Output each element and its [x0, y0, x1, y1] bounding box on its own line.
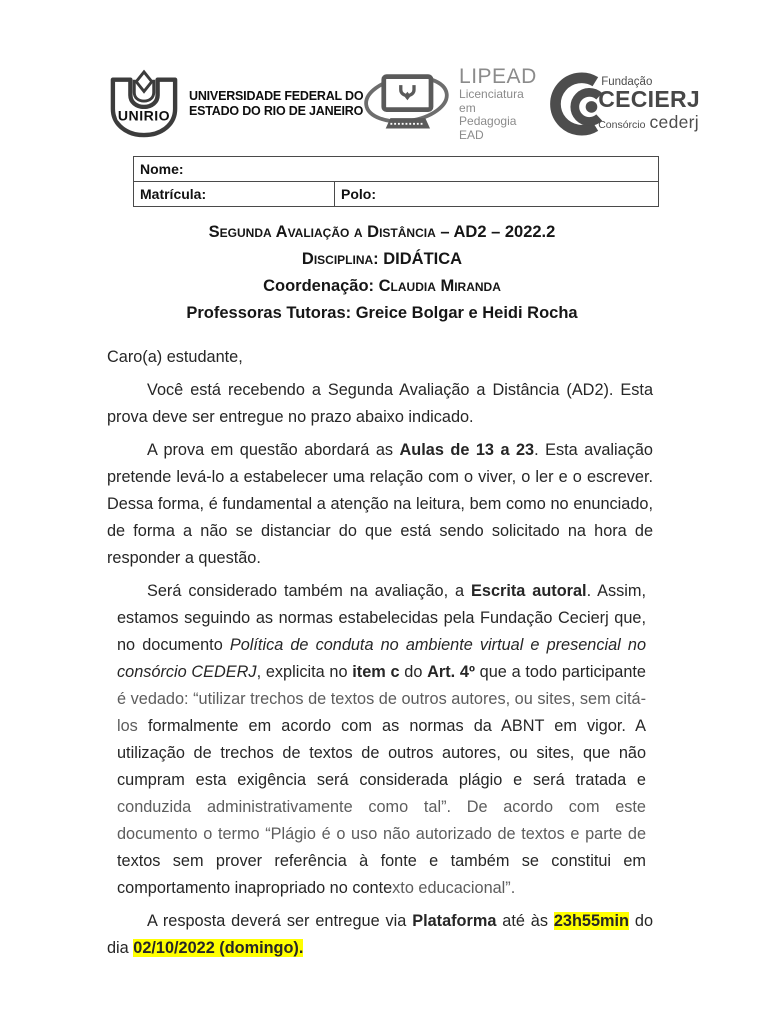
- cecierj-name: CECIERJ: [598, 85, 700, 112]
- matricula-cell: [134, 182, 335, 207]
- text-run: do: [399, 663, 428, 681]
- nome-cell: [134, 157, 659, 182]
- lipead-subtitle-line1: Licenciatura em: [459, 87, 524, 115]
- student-id-table: [133, 156, 659, 207]
- salutation: [107, 344, 653, 371]
- text-run: Professoras Tutoras: Greice Bolgar e Heidi Rocha: [186, 304, 578, 322]
- text-run: textos sem prover referência à fonte e também se constitui em comportamento inapropriado no conte: [117, 852, 646, 897]
- title-exam: [106, 219, 658, 246]
- unirio-acronym: UNIRIO: [117, 107, 171, 124]
- lipead-logo: [363, 66, 543, 142]
- text-run: Política de conduta no ambiente virtual e presencial no consórcio CEDERJ: [117, 636, 646, 681]
- matricula-label: Matrícula:: [140, 185, 207, 202]
- lipead-monitor-icon: [363, 69, 454, 139]
- title-coordination: [106, 273, 658, 300]
- cecierj-fundacao: Fundação: [601, 75, 653, 88]
- lipead-name: LIPEAD: [459, 65, 537, 88]
- text-run: que a todo participante: [474, 663, 646, 681]
- text-run: formalmente em acordo com as normas da ABNT em vigor. A utilização de trechos de textos de outros autores, ou sites, que não cumpram esta exigência será considerada plágio e será tratada e: [117, 717, 646, 789]
- cecierj-logo: [543, 71, 700, 137]
- text-run: Coordenação:: [263, 277, 379, 295]
- text-run: , explicita no: [256, 663, 353, 681]
- text-run: Plataforma: [412, 912, 497, 930]
- polo-label: Polo:: [341, 185, 376, 202]
- text-run: Claudia Miranda: [378, 277, 501, 295]
- text-run: é vedado: “utilizar trechos de textos de outros autores, ou sites, sem citá-los: [117, 690, 646, 735]
- paragraph-intro: [107, 377, 653, 431]
- text-run: Será considerado também na avaliação, a: [147, 582, 472, 600]
- unirio-name-line2: ESTADO DO RIO DE JANEIRO: [189, 104, 364, 118]
- text-run: xto educacional”.: [392, 879, 516, 897]
- paragraph-deadline: [107, 908, 653, 962]
- lipead-subtitle-line2: Pedagogia EAD: [459, 114, 517, 142]
- cecierj-cederj-brand: cederj: [649, 111, 699, 132]
- text-run: até às: [496, 912, 554, 930]
- cecierj-name-block: [598, 76, 700, 133]
- paragraph-plagiarism: [117, 578, 646, 902]
- nome-label: Nome:: [140, 160, 184, 177]
- text-run: Aulas de 13 a 23: [399, 441, 535, 459]
- unirio-emblem-icon: [106, 69, 182, 139]
- unirio-logo: [106, 69, 363, 139]
- text-run: . Esta avaliação pretende levá-lo a estabelecer uma relação com o viver, o ler e o escrever. Dessa forma, é fundamental a atenção na leitura, bem como no enunciado, de forma a não se distanciar do que está sendo solicitado na hora de responder a questão.: [107, 441, 653, 567]
- text-run: do dia: [107, 912, 653, 957]
- polo-cell: [335, 182, 659, 207]
- cecierj-consorcio-row: [598, 112, 700, 133]
- text-run: item c: [352, 663, 400, 681]
- text-run: Escrita autoral: [471, 582, 587, 600]
- paragraph-scope: [107, 437, 653, 572]
- text-run: Disciplina: DIDÁTICA: [301, 250, 463, 268]
- text-run: Caro(a) estudante,: [107, 348, 243, 366]
- text-run: conduzida administrativamente como tal”. De acordo com este documento o termo “Plágio é o uso não autorizado de textos e parte de: [117, 798, 646, 843]
- text-run: . Assim, estamos seguindo as normas estabelecidas pela Fundação Cecierj que, no documento: [117, 582, 646, 654]
- title-block: [106, 219, 658, 327]
- table-row-nome: [134, 157, 659, 182]
- text-run: Segunda Avaliação a Distância – AD2 – 2022.2: [208, 223, 556, 241]
- table-row-matricula-polo: [134, 182, 659, 207]
- text-run: 02/10/2022 (domingo).: [133, 939, 304, 957]
- text-run: A resposta deverá ser entregue via: [147, 912, 413, 930]
- title-discipline: [106, 246, 658, 273]
- header-logos: [106, 66, 700, 142]
- text-run: 23h55min: [553, 912, 629, 930]
- text-run: Art. 4º: [427, 663, 475, 681]
- document-body: [107, 344, 653, 968]
- text-run: A prova em questão abordará as: [147, 441, 400, 459]
- text-run: Você está recebendo a Segunda Avaliação a Distância (AD2). Esta prova deve ser entregue no prazo abaixo indicado.: [107, 381, 653, 426]
- cecierj-consorcio-label: Consórcio: [598, 118, 646, 131]
- unirio-name: [189, 89, 363, 120]
- title-tutors: [106, 300, 658, 327]
- unirio-name-line1: UNIVERSIDADE FEDERAL DO: [189, 88, 364, 103]
- lipead-name-block: [459, 66, 543, 142]
